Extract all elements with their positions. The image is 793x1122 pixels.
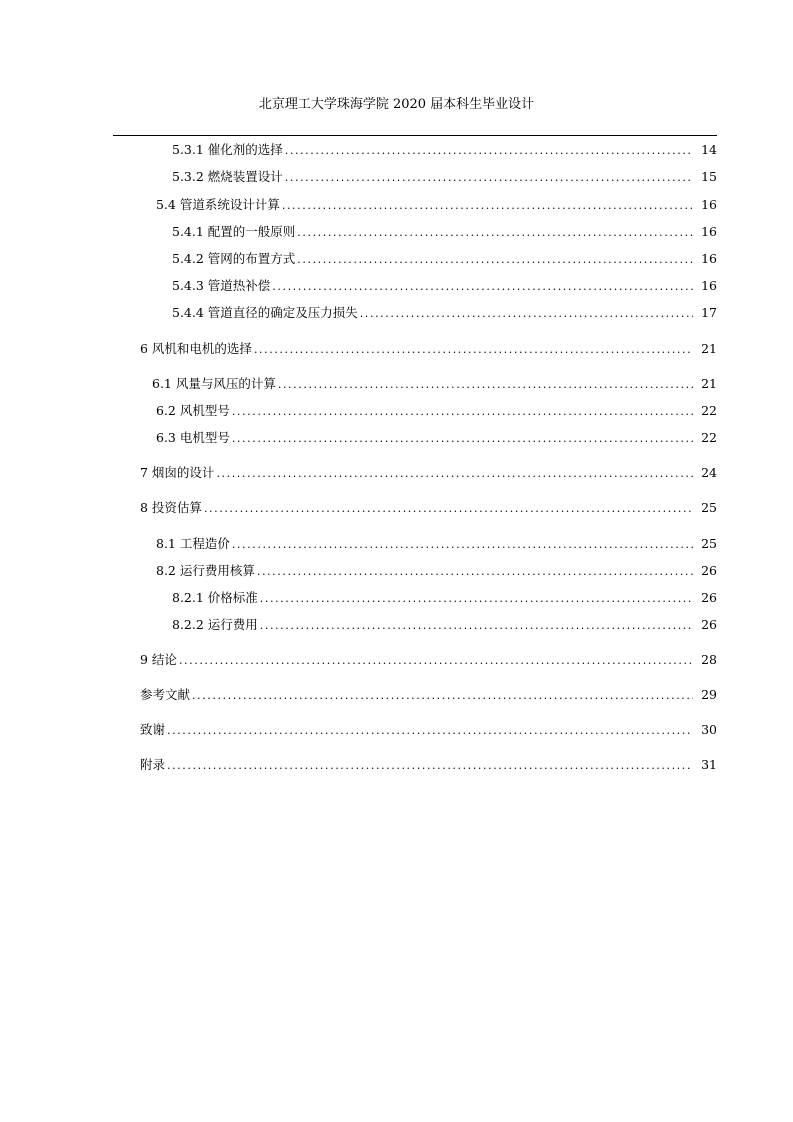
toc-entry-label: 5.4.1 配置的一般原则 (172, 224, 296, 239)
toc-entry-page: 24 (701, 465, 717, 480)
toc-entry-label: 9 结论 (140, 652, 177, 667)
toc-entry-label: 8.2 运行费用核算 (156, 563, 255, 578)
toc-entry-page: 16 (701, 224, 717, 239)
toc-entry[interactable] (172, 304, 717, 322)
toc-entry-label: 8.2.2 运行费用 (172, 617, 258, 632)
toc-entry[interactable] (140, 499, 717, 517)
page-header: 北京理工大学珠海学院 2020 届本科生毕业设计 (258, 97, 535, 112)
toc-entry-label: 8.2.1 价格标准 (172, 590, 258, 605)
toc-leader-dots (167, 757, 693, 775)
toc-entry-page: 25 (701, 500, 717, 515)
toc-entry[interactable] (140, 464, 717, 482)
toc-entry-label: 5.3.2 燃烧装置设计 (172, 169, 283, 184)
toc-leader-dots (282, 197, 693, 215)
toc-leader-dots (297, 224, 693, 242)
toc-entry-page: 16 (701, 197, 717, 212)
toc-leader-dots (232, 430, 693, 448)
toc-entry-label: 5.4.3 管道热补偿 (172, 278, 271, 293)
toc-entry-label: 5.4 管道系统设计计算 (156, 197, 280, 212)
toc-entry-page: 29 (701, 687, 717, 702)
toc-entry[interactable] (140, 721, 717, 739)
toc-leader-dots (167, 722, 693, 740)
toc-entry[interactable] (172, 223, 717, 241)
toc-entry-label: 6 风机和电机的选择 (140, 341, 252, 356)
toc-entry-label: 6.1 风量与风压的计算 (152, 376, 276, 391)
toc-entry-label: 致谢 (140, 722, 166, 737)
toc-entry-label: 6.3 电机型号 (156, 430, 230, 445)
toc-entry[interactable] (156, 535, 717, 553)
toc-entry-label: 8.1 工程造价 (156, 536, 230, 551)
toc-entry-page: 21 (701, 376, 717, 391)
toc-leader-dots (285, 169, 693, 187)
toc-leader-dots (254, 341, 693, 359)
toc-leader-dots (216, 465, 693, 483)
toc-entry-label: 5.4.4 管道直径的确定及压力损失 (172, 305, 358, 320)
toc-leader-dots (257, 563, 693, 581)
toc-leader-dots (285, 142, 693, 160)
toc-leader-dots (192, 687, 693, 705)
toc-entry[interactable] (172, 250, 717, 268)
toc-leader-dots (260, 590, 693, 608)
toc-entry[interactable] (140, 686, 717, 704)
toc-leader-dots (232, 403, 693, 421)
toc-leader-dots (272, 278, 693, 296)
toc-leader-dots (204, 500, 693, 518)
toc-entry-page: 26 (701, 590, 717, 605)
toc-leader-dots (278, 376, 693, 394)
toc-entry-page: 30 (701, 722, 717, 737)
toc-entry[interactable] (172, 141, 717, 159)
toc-entry[interactable] (156, 196, 717, 214)
toc-entry-page: 28 (701, 652, 717, 667)
toc-leader-dots (260, 617, 693, 635)
toc-entry[interactable] (156, 562, 717, 580)
toc-entry[interactable] (172, 616, 717, 634)
toc-entry-page: 26 (701, 617, 717, 632)
toc-entry[interactable] (172, 168, 717, 186)
toc-entry[interactable] (152, 375, 717, 393)
toc-entry-label: 参考文献 (140, 687, 191, 702)
toc-leader-dots (232, 536, 693, 554)
toc-entry-page: 25 (701, 536, 717, 551)
toc-leader-dots (297, 251, 693, 269)
toc-entry[interactable] (172, 589, 717, 607)
toc-entry-label: 8 投资估算 (140, 500, 202, 515)
toc-entry-label: 附录 (140, 757, 166, 772)
toc-entry[interactable] (140, 756, 717, 774)
toc-entry-page: 21 (701, 341, 717, 356)
toc-entry[interactable] (140, 651, 717, 669)
toc-entry-page: 17 (701, 305, 717, 320)
toc-entry[interactable] (172, 277, 717, 295)
toc-entry[interactable] (156, 429, 717, 447)
toc-entry-page: 31 (701, 757, 717, 772)
toc-entry-page: 22 (701, 403, 717, 418)
toc-entry[interactable] (140, 340, 717, 358)
toc-entry-label: 6.2 风机型号 (156, 403, 230, 418)
toc-entry-label: 5.3.1 催化剂的选择 (172, 142, 283, 157)
toc-entry[interactable] (156, 402, 717, 420)
toc-entry-page: 16 (701, 278, 717, 293)
toc-entry-label: 7 烟囱的设计 (140, 465, 215, 480)
header-rule (113, 135, 717, 136)
toc-entry-label: 5.4.2 管网的布置方式 (172, 251, 296, 266)
toc-entry-page: 16 (701, 251, 717, 266)
toc-entry-page: 26 (701, 563, 717, 578)
toc-entry-page: 14 (701, 142, 717, 157)
toc-leader-dots (179, 652, 693, 670)
toc-entry-page: 22 (701, 430, 717, 445)
toc-entry-page: 15 (701, 169, 717, 184)
toc-leader-dots (360, 305, 693, 323)
